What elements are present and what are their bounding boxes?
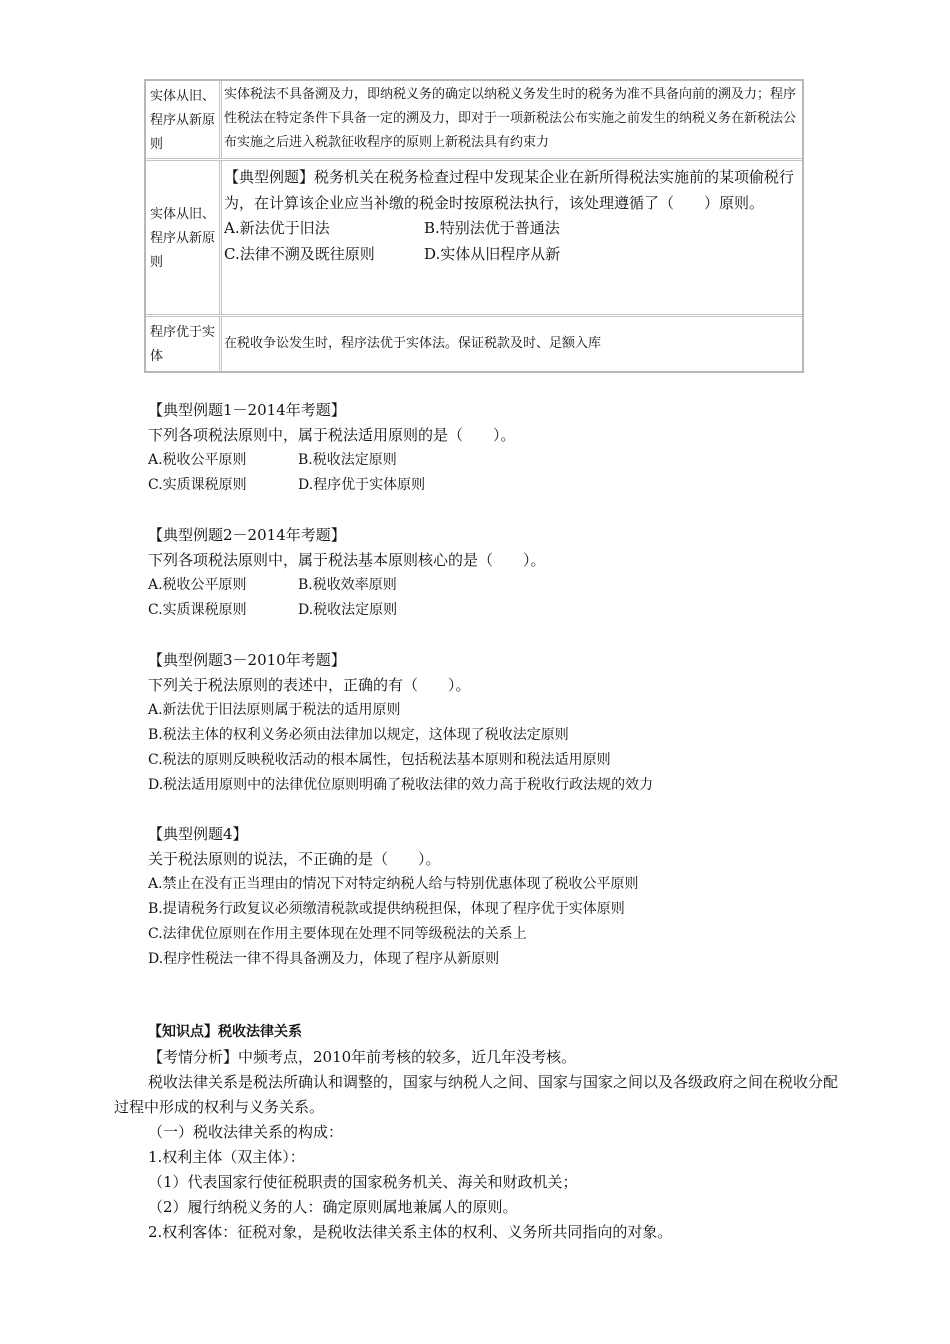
option-line — [148, 473, 848, 498]
option-a: A.禁止在没有正当理由的情况下对特定纳税人给与特别优惠体现了税收公平原则 — [148, 876, 639, 892]
option-a: A.新法优于旧法 — [224, 219, 330, 237]
option-line — [224, 216, 800, 242]
list-item: （1）代表国家行使征税职责的国家税务机关、海关和财政机关； — [148, 1173, 578, 1191]
option-d: D.实体从旧程序从新 — [424, 244, 561, 263]
question-stem: 下列关于税法原则的表述中，正确的有（ ）。 — [148, 676, 471, 694]
tax-principles-table — [144, 79, 804, 373]
definition-paragraph: 税收法律关系是税法所确认和调整的，国家与纳税人之间、国家与国家之间以及各级政府之间在税收分配过程中形成的权利与义务关系。 — [114, 1073, 839, 1116]
option-a: A.税收公平原则 — [148, 577, 247, 593]
option-line — [148, 573, 848, 598]
option-b: B.提请税务行政复议必须缴清税款或提供纳税担保，体现了程序优于实体原则 — [148, 901, 625, 917]
knowledge-heading: 【知识点】税收法律关系 — [148, 1024, 302, 1040]
question-title: 【典型例题3－2010年考题】 — [148, 651, 346, 669]
row-label: 实体从旧、程序从新原则 — [146, 161, 222, 314]
question-2 — [148, 523, 848, 623]
row-content: 实体税法不具备溯及力，即纳税义务的确定以纳税义务发生时的税务为准不具备向前的溯及力；程序性税法在特定条件下具备一定的溯及力，即对于一项新税法公布实施之前发生的纳税义务在新税法公布实施之后进入税款征收程序的原则上新税法具有约束力 — [224, 87, 797, 150]
option-line — [148, 598, 848, 623]
option-d: D.税法适用原则中的法律优位原则明确了税收法律的效力高于税收行政法规的效力 — [148, 777, 654, 793]
option-b: B.税收法定原则 — [298, 452, 397, 468]
row-label: 程序优于实体 — [146, 317, 222, 371]
question-3 — [148, 648, 848, 798]
option-d: D.程序性税法一律不得具备溯及力，体现了程序从新原则 — [148, 951, 500, 967]
row-content: 在税收争讼发生时，程序法优于实体法。保证税款及时、足额入库 — [224, 336, 602, 351]
option-b: B.特别法优于普通法 — [424, 219, 560, 237]
option-b: B.税法主体的权利义务必须由法律加以规定，这体现了税收法定原则 — [148, 727, 569, 743]
row-example — [222, 161, 802, 314]
table-row — [146, 317, 802, 371]
question-stem: 下列各项税法原则中，属于税法适用原则的是（ ）。 — [148, 426, 516, 444]
table-row — [146, 81, 802, 161]
option-line — [224, 242, 800, 268]
option-b: B.税收效率原则 — [298, 577, 397, 593]
option-c: C.实质课税原则 — [148, 602, 247, 618]
example-text: 【典型例题】税务机关在税务检查过程中发现某企业在新所得税法实施前的某项偷税行为，在计算该企业应当补缴的税金时按原税法执行，该处理遵循了（ ）原则。 — [224, 168, 795, 212]
question-1 — [148, 398, 848, 498]
option-c: C.法律不溯及既往原则 — [224, 244, 375, 263]
table-row — [146, 161, 802, 317]
option-d: D.程序优于实体原则 — [298, 477, 426, 493]
question-stem: 下列各项税法原则中，属于税法基本原则核心的是（ ）。 — [148, 551, 546, 569]
knowledge-section — [114, 1020, 844, 1245]
question-title: 【典型例题1－2014年考题】 — [148, 401, 346, 419]
list-item: 2.权利客体：征税对象，是税收法律关系主体的权利、义务所共同指向的对象。 — [148, 1223, 673, 1241]
option-line — [148, 448, 848, 473]
option-d: D.税收法定原则 — [298, 602, 398, 618]
list-item: 1.权利主体（双主体）： — [148, 1148, 305, 1166]
option-c: C.实质课税原则 — [148, 477, 247, 493]
option-a: A.新法优于旧法原则属于税法的适用原则 — [148, 702, 401, 718]
question-title: 【典型例题4】 — [148, 825, 248, 843]
option-a: A.税收公平原则 — [148, 452, 247, 468]
list-item: （2）履行纳税义务的人：确定原则属地兼属人的原则。 — [148, 1198, 518, 1216]
subsection-title: （一）税收法律关系的构成： — [148, 1123, 344, 1141]
question-title: 【典型例题2－2014年考题】 — [148, 526, 346, 544]
question-stem: 关于税法原则的说法，不正确的是（ ）。 — [148, 850, 441, 868]
row-label: 实体从旧、程序从新原则 — [146, 81, 222, 158]
exam-analysis: 【考情分析】中频考点，2010年前考核的较多，近几年没考核。 — [148, 1048, 577, 1066]
option-c: C.税法的原则反映税收活动的根本属性，包括税法基本原则和税法适用原则 — [148, 752, 611, 768]
question-4 — [148, 822, 848, 972]
option-c: C.法律优位原则在作用主要体现在处理不同等级税法的关系上 — [148, 926, 527, 942]
